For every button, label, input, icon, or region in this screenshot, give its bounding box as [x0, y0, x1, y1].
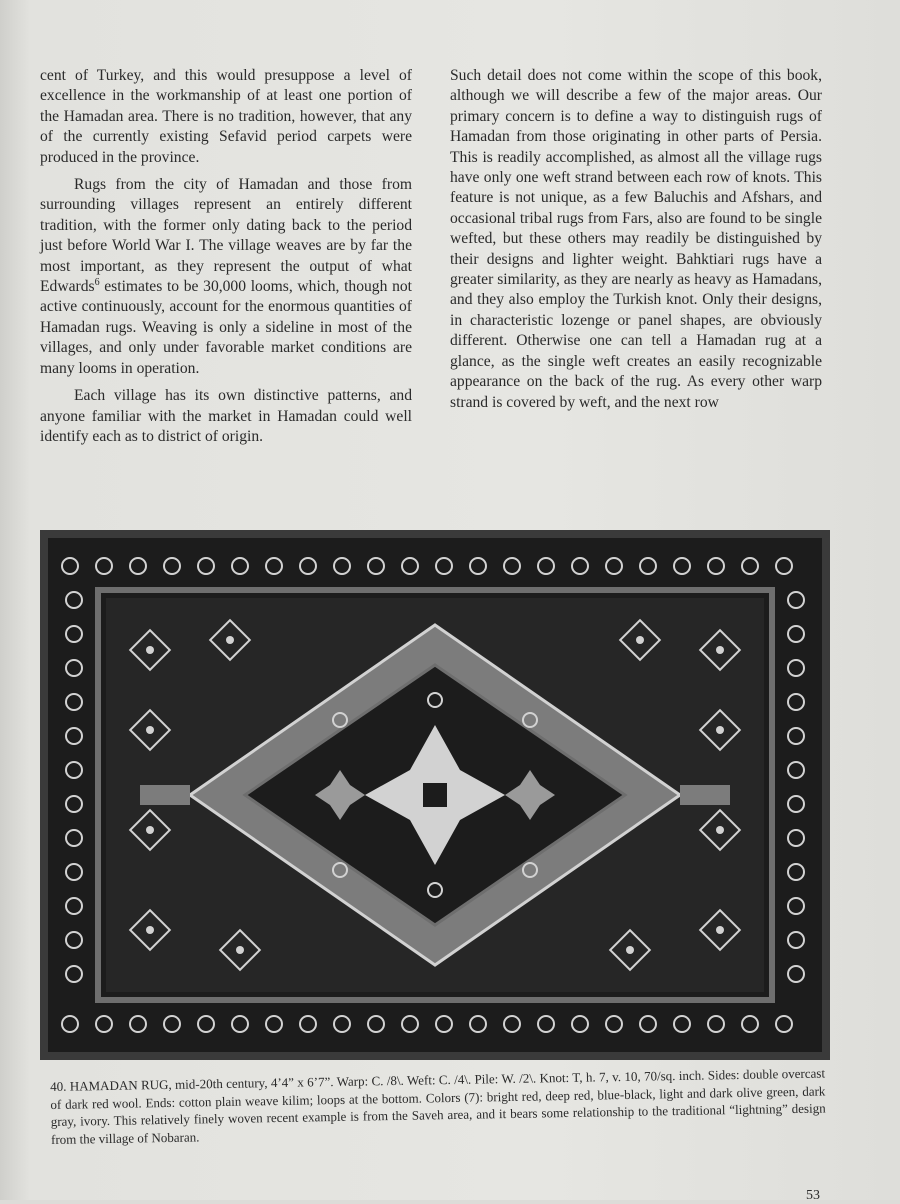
- center-star-core: [423, 783, 447, 807]
- field-motif-center: [716, 646, 724, 654]
- field-motif-center: [716, 926, 724, 934]
- left-paragraph-2: [40, 175, 412, 379]
- field-motif-center: [716, 726, 724, 734]
- field-motif-center: [626, 946, 634, 954]
- page-number: 53: [806, 1188, 820, 1203]
- field-motif-center: [146, 926, 154, 934]
- left-text-column: [40, 66, 412, 454]
- left-paragraph-3: Each village has its own distinctive patterns, and anyone familiar with the market in Hamadan could well identify each as to district of origin.: [40, 387, 412, 445]
- field-motif-center: [236, 946, 244, 954]
- right-paragraph-1: Such detail does not come within the scope of this book, although we will describe a few of the major areas. Our primary concern is to define a way to distinguish rugs of Hamadan from those originating in other parts of Persia. This is readily accomplished, as almost all the village rugs have only one weft strand between each row of knots. This feature is not unique, as a few Baluchis and Afshars, and occasional tribal rugs from Fars, also are found to be single wefted, but these others may readily be distinguished by their designs and lighter weight. Bahktiari rugs have a greater similarity, as they are nearly as heavy as Hamadans, and they also employ the Turkish knot. Only their designs, in characteristic lozenge or panel shapes, are obviously different. Otherwise one can tell a Hamadan rug at a glance, as the single weft creates an easily recognizable appearance on the back of the rug. As every other warp strand is covered by weft, and the next row: [450, 67, 822, 411]
- field-motif-center: [636, 636, 644, 644]
- figure-caption: [50, 1064, 826, 1148]
- field-motif-center: [146, 646, 154, 654]
- field-motif-center: [716, 826, 724, 834]
- hamadan-rug-image: [40, 530, 830, 1060]
- pendant-left: [140, 785, 190, 805]
- field-motif-center: [146, 726, 154, 734]
- field-motif-center: [226, 636, 234, 644]
- caption-text: 40. HAMADAN RUG, mid-20th century, 4’4” x 6’7”. Warp: C. /8\. Weft: C. /4\. Pile: W. /2\. Knot: T, h. 7, v. 10, 70/sq. inch. Sides: double overcast of dark red wool. Ends: cotton plain weave kilim; loops at the bottom. Colors (7): bright red, deep red, blue-black, light and dark olive green, dark gray, ivory. This relatively finely woven recent example is from the Saveh area, and it bears some relationship to the traditional “lightning” design from the village of Nobaran.: [50, 1065, 826, 1147]
- footnote-reference: 6: [94, 276, 100, 288]
- left-paragraph-1: cent of Turkey, and this would presuppose a level of excellence in the workmanship of at least one portion of the Hamadan area. There is no tradition, however, that any of the currently existing Sefavid period carpets were produced in the province.: [40, 67, 412, 166]
- field-motif-center: [146, 826, 154, 834]
- left-paragraph-2-part-a: Rugs from the city of Hamadan and those from surrounding villages represent an entirely different tradition, with the former only dating back to the period just before World War I. The village weaves are by far the most important, as they represent the output of what Edwards: [40, 176, 412, 296]
- rug-photograph: [40, 530, 830, 1060]
- pendant-right: [680, 785, 730, 805]
- left-paragraph-2-part-b: estimates to be 30,000 looms, which, though not active continuously, account for the enormous quantities of Hamadan rugs. Weaving is only a sideline in most of the villages, and only under favorable market conditions are many looms in operation.: [40, 278, 412, 377]
- right-text-column: [450, 66, 822, 420]
